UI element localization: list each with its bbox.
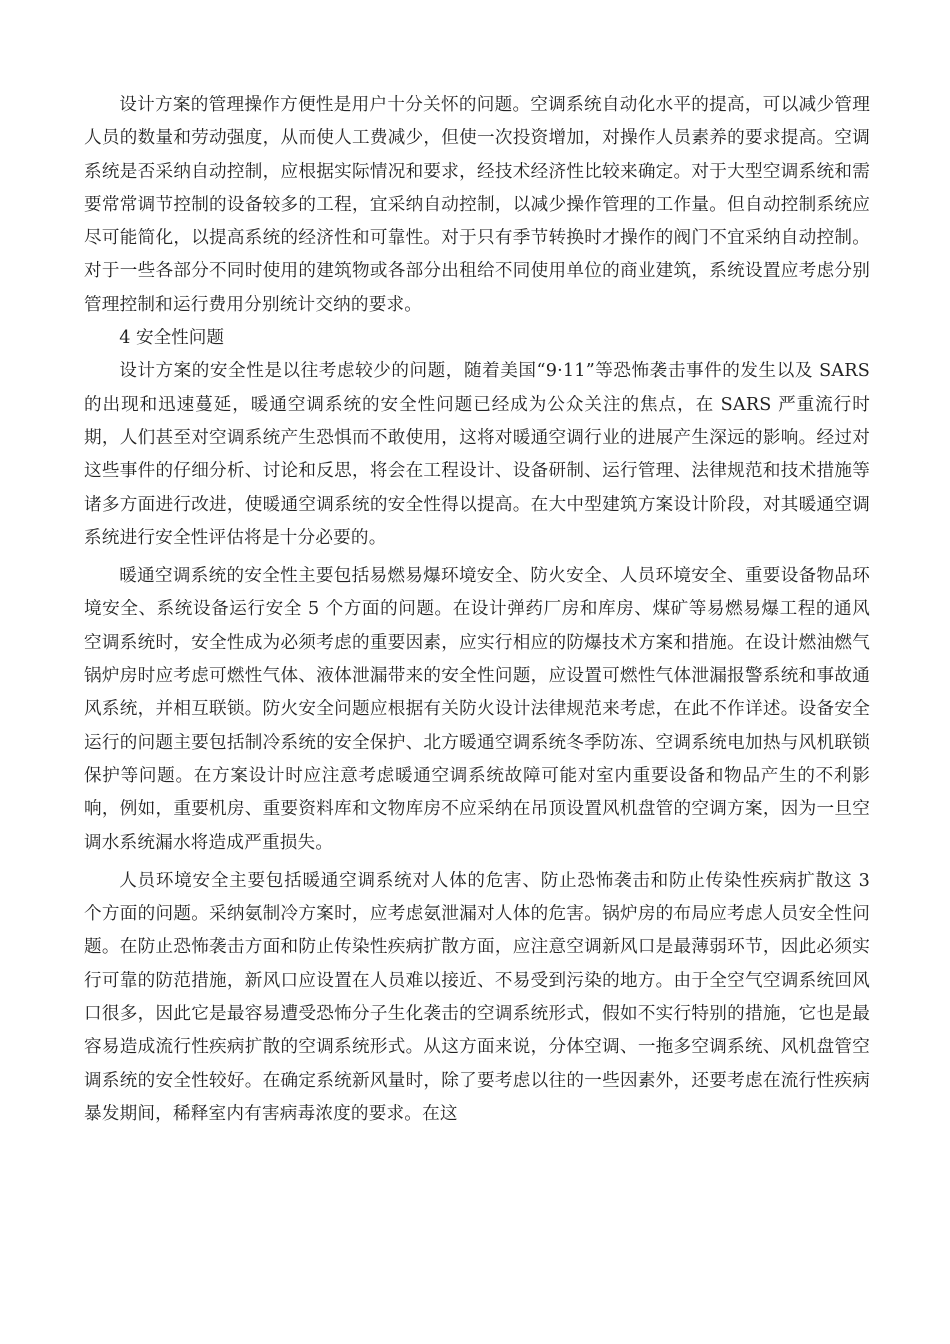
paragraph-management: 设计方案的管理操作方便性是用户十分关怀的问题。空调系统自动化水平的提高，可以减少管理人员的数量和劳动强度，从而使人工费减少，但使一次投资增加，对操作人员素养的要求提高。空调系统是否采纳自动控制，应根据实际情况和要求，经技术经济性比较来确定。对于大型空调系统和需要常常调节控制的设备较多的工程，宜采纳自动控制，以减少操作管理的工作量。但自动控制系统应尽可能简化，以提高系统的经济性和可靠性。对于只有季节转换时才操作的阀门不宜采纳自动控制。对于一些各部分不同时使用的建筑物或各部分出租给不同使用单位的商业建筑，系统设置应考虑分别管理控制和运行费用分别统计交纳的要求。 xyxy=(84,95,870,315)
paragraph-safety-intro: 设计方案的安全性是以往考虑较少的问题，随着美国“9·11”等恐怖袭击事件的发生以及 SARS 的出现和迅速蔓延，暖通空调系统的安全性问题已经成为公众关注的焦点，在 SARS 严重流行时期，人们甚至对空调系统产生恐惧而不敢使用，这将对暖通空调行业的进展产生深远的影响。经过对这些事件的仔细分析、讨论和反思，将会在工程设计、设备研制、运行管理、法律规范和技术措施等诸多方面进行改进，使暖通空调系统的安全性得以提高。在大中型建筑方案设计阶段，对其暖通空调系统进行安全性评估将是十分必要的。 xyxy=(84,361,870,548)
section-heading-safety: 4 安全性问题 xyxy=(119,328,224,349)
paragraph-safety-aspects: 暖通空调系统的安全性主要包括易燃易爆环境安全、防火安全、人员环境安全、重要设备物品环境安全、系统设备运行安全 5 个方面的问题。在设计弹药厂房和库房、煤矿等易燃易爆工程的通风空调系统时，安全性成为必须考虑的重要因素，应实行相应的防爆技术方案和措施。在设计燃油燃气锅炉房时应考虑可燃性气体、液体泄漏带来的安全性问题，应设置可燃性气体泄漏报警系统和事故通风系统，并相互联锁。防火安全问题应根据有关防火设计法律规范来考虑，在此不作详述。设备安全运行的问题主要包括制冷系统的安全保护、北方暖通空调系统冬季防冻、空调系统电加热与风机联锁保护等问题。在方案设计时应注意考虑暖通空调系统故障可能对室内重要设备和物品产生的不利影响，例如，重要机房、重要资料库和文物库房不应采纳在吊顶设置风机盘管的空调方案，因为一旦空调水系统漏水将造成严重损失。 xyxy=(84,566,870,853)
document-page xyxy=(84,89,870,1131)
paragraph-personnel-safety: 人员环境安全主要包括暖通空调系统对人体的危害、防止恐怖袭击和防止传染性疾病扩散这 3 个方面的问题。采纳氨制冷方案时，应考虑氨泄漏对人体的危害。锅炉房的布局应考虑人员安全性问题。在防止恐怖袭击方面和防止传染性疾病扩散方面，应注意空调新风口是最薄弱环节，因此必须实行可靠的防范措施，新风口应设置在人员难以接近、不易受到污染的地方。由于全空气空调系统回风口很多，因此它是最容易遭受恐怖分子生化袭击的空调系统形式，假如不实行特别的措施，它也是最容易造成流行性疾病扩散的空调系统形式。从这方面来说，分体空调、一拖多空调系统、风机盘管空调系统的安全性较好。在确定系统新风量时，除了要考虑以往的一些因素外，还要考虑在流行性疾病暴发期间，稀释室内有害病毒浓度的要求。在这 xyxy=(84,870,870,1124)
